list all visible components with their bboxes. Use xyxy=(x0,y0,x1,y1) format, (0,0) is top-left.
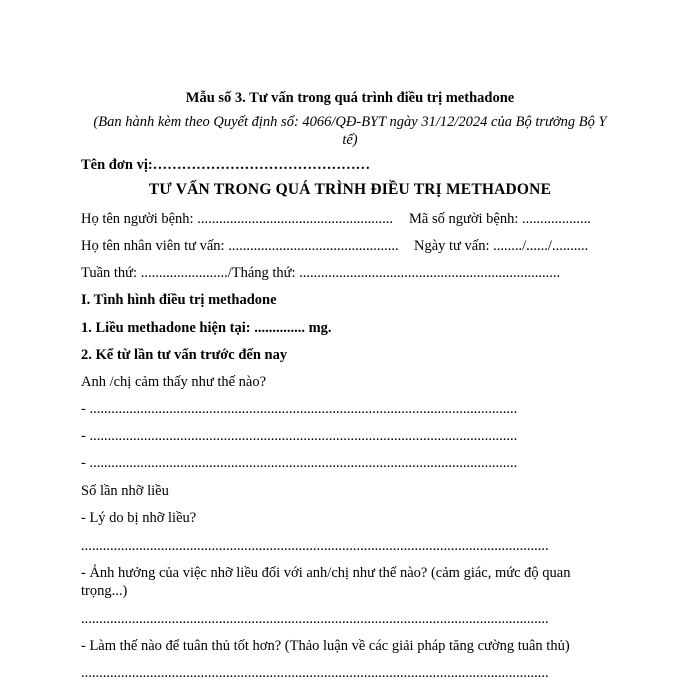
answer-line: ................................................................................................................................. xyxy=(81,611,549,627)
unit-name-label: Tên đơn vị:……………………………………… xyxy=(81,157,371,173)
form-header-note-line1: (Ban hành kèm theo Quyết định số: 4066/QĐ-BYT ngày 31/12/2024 của Bộ trưởng Bộ Y xyxy=(93,114,607,130)
missed-impact-question-line1: - Ảnh hưởng của việc nhỡ liều đối với anh/chị như thế nào? (cảm giác, mức độ quan xyxy=(81,565,571,581)
counsel-date-field: Ngày tư vấn: ......../....../.......... xyxy=(414,238,589,254)
adherence-question: - Làm thế nào để tuân thủ tốt hơn? (Thảo luận về các giải pháp tăng cường tuân thủ) xyxy=(81,638,570,654)
main-title: TƯ VẤN TRONG QUÁ TRÌNH ĐIỀU TRỊ METHADONE xyxy=(148,181,552,198)
patient-code-field: Mã số người bệnh: ................... xyxy=(409,211,591,227)
answer-line: - ...................................................................................................................... xyxy=(81,428,518,444)
form-header-title: Mẫu số 3. Tư vấn trong quá trình điều trị methadone xyxy=(185,90,515,106)
section-1-heading: I. Tình hình điều trị methadone xyxy=(81,292,277,308)
answer-line: - ...................................................................................................................... xyxy=(81,401,518,417)
answer-line: - ...................................................................................................................... xyxy=(81,455,518,471)
current-dose-item: 1. Liều methadone hiện tại: .............. mg. xyxy=(81,320,332,336)
answer-line: ................................................................................................................................. xyxy=(81,665,549,681)
form-header-note-line2: tế) xyxy=(342,132,358,148)
patient-name-field: Họ tên người bệnh: ...................................................... xyxy=(81,211,393,227)
answer-line: ................................................................................................................................. xyxy=(81,538,549,554)
since-last-session-item: 2. Kể từ lần tư vấn trước đến nay xyxy=(81,347,288,363)
missed-reason-question: - Lý do bị nhỡ liều? xyxy=(81,510,197,526)
counselor-name-field: Họ tên nhân viên tư vấn: ............................................... xyxy=(81,238,399,254)
feeling-question: Anh /chị cảm thấy như thế nào? xyxy=(81,374,267,390)
missed-doses-label: Số lần nhỡ liều xyxy=(81,483,169,499)
week-month-field: Tuần thứ: ......................../Tháng thứ: ........................................................................ xyxy=(81,265,561,281)
missed-impact-question-line2: trọng...) xyxy=(81,583,128,599)
